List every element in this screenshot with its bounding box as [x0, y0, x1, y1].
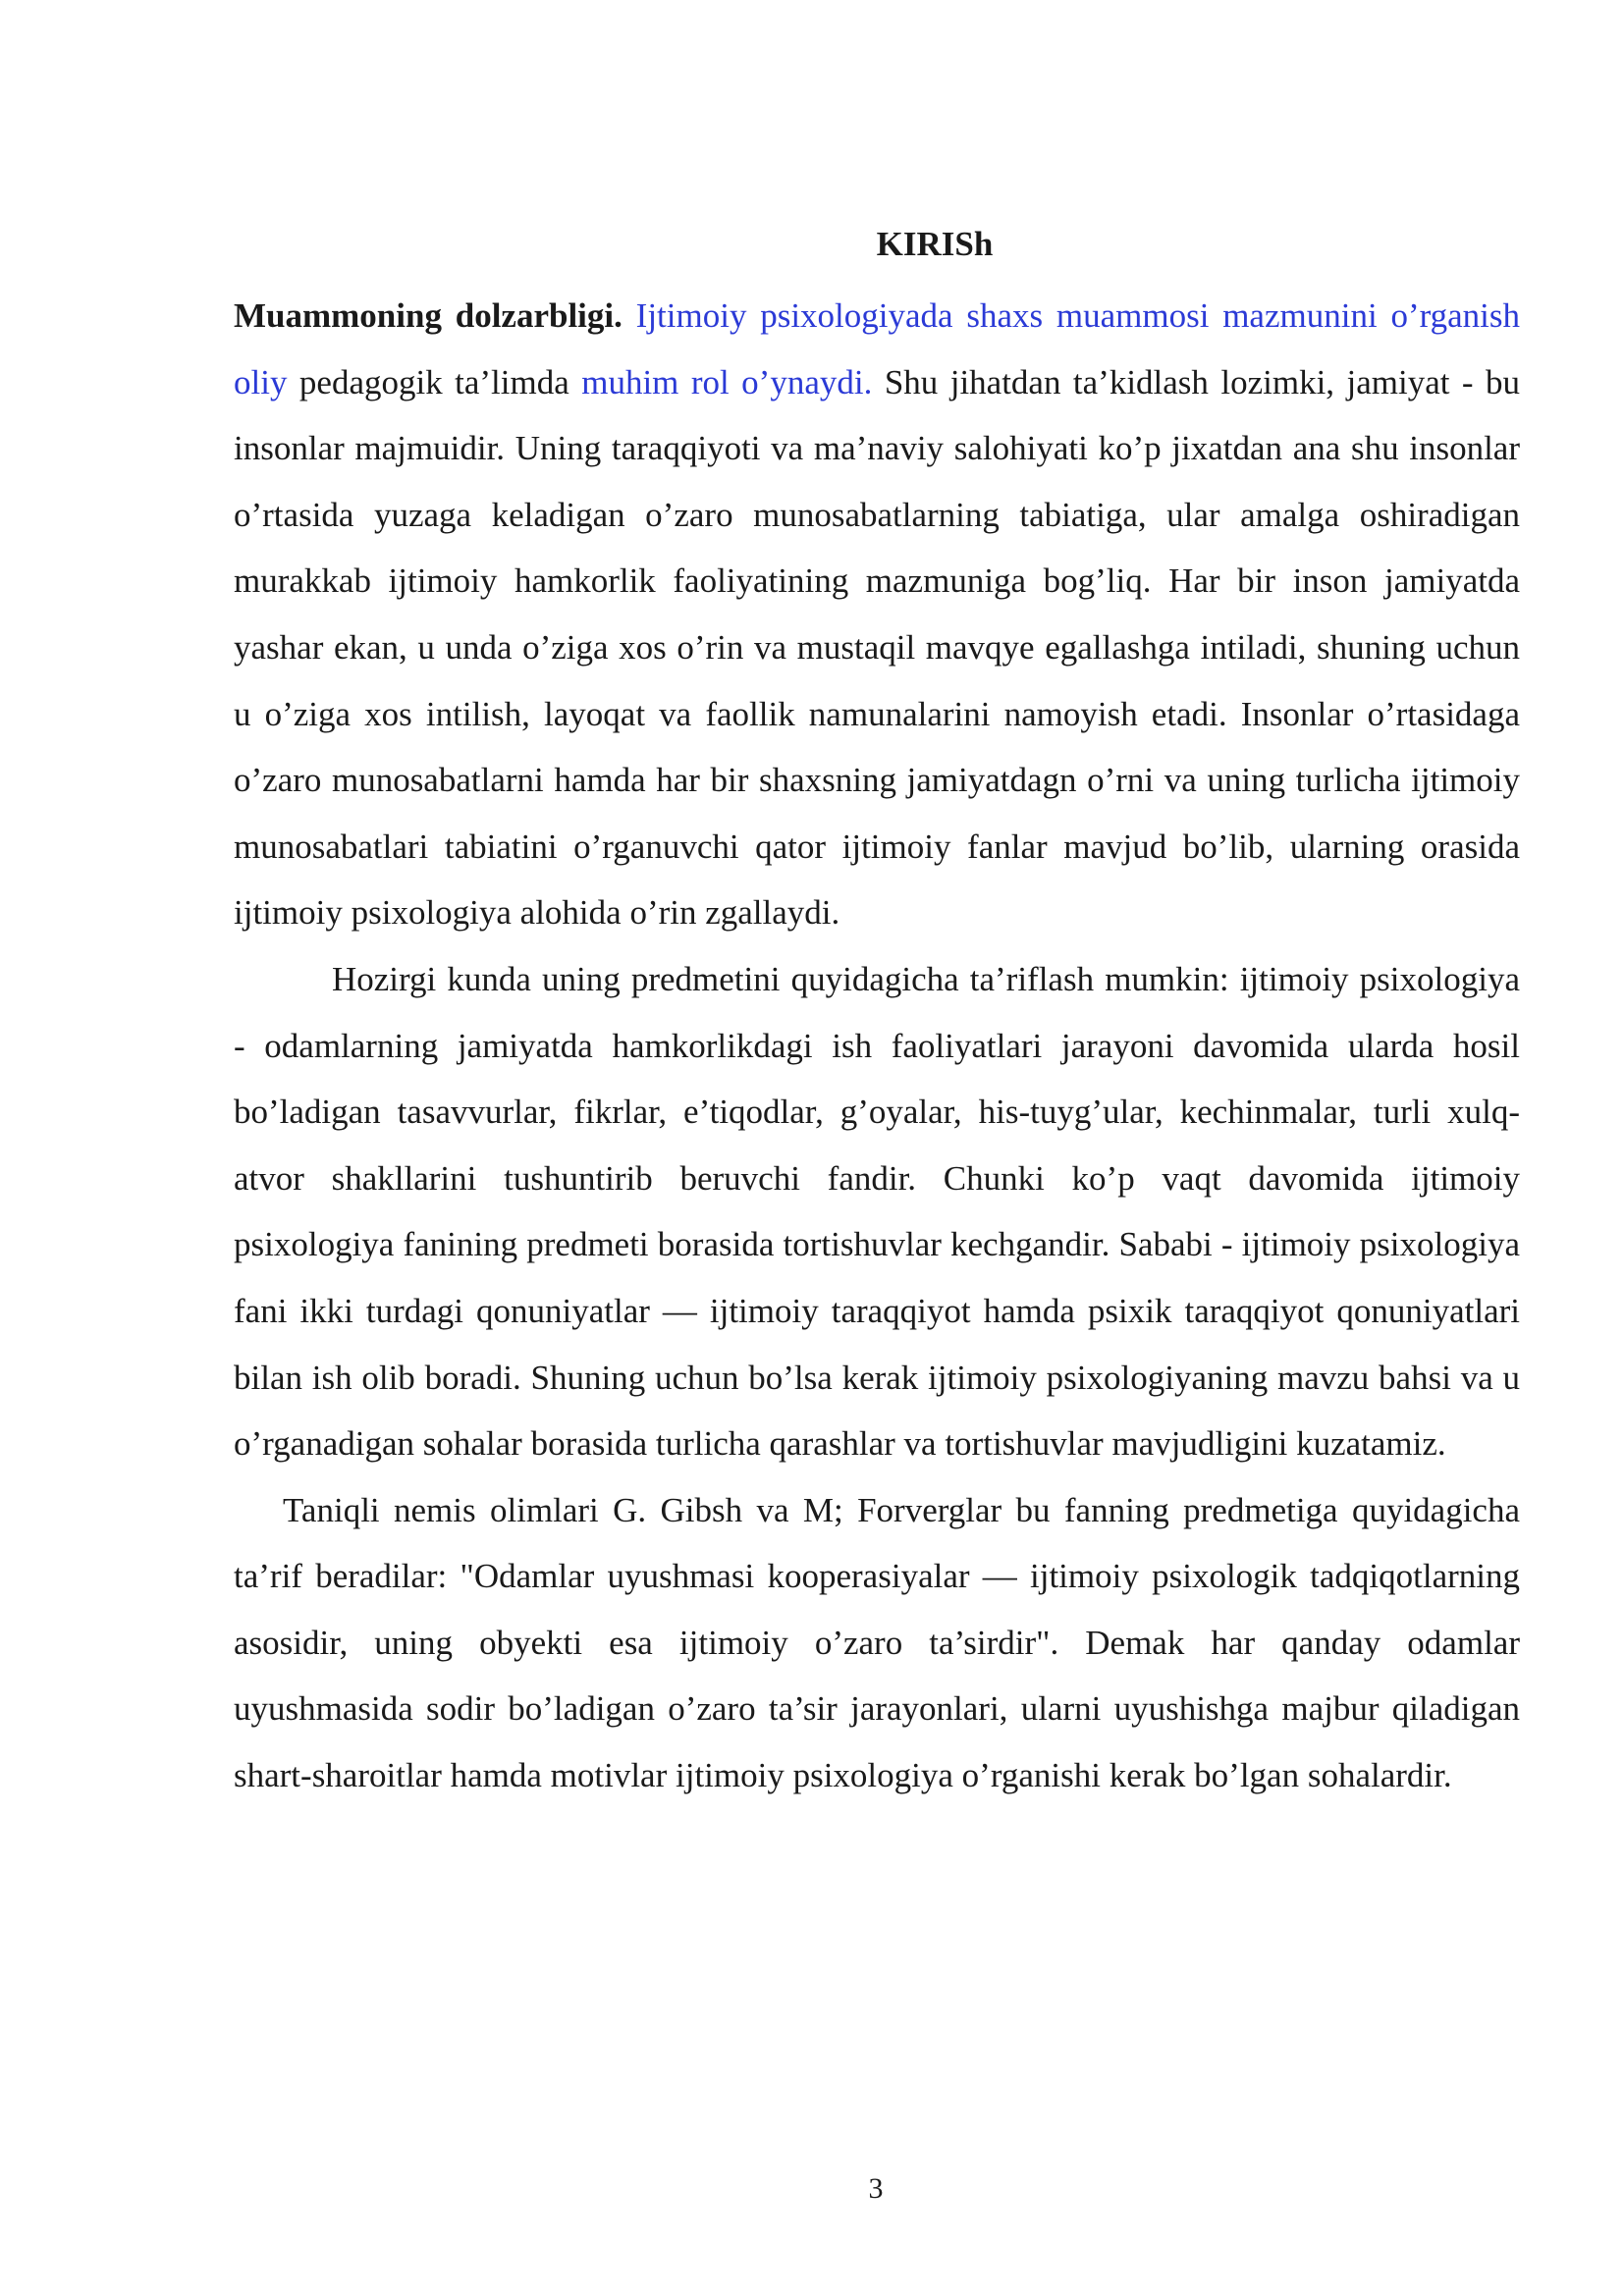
page-number: 3	[868, 2172, 884, 2205]
paragraph-text: Shu jihatdan ta’kidlash lozimki, jamiyat - bu insonlar majmuidir. Uning taraqqiyoti va ma’naviy salohiyati ko’p jixatdan ana shu insonlar o’rtasida yuzaga keladigan o’zaro munosabatlarning tabiatiga, ular amalga oshiradigan murakkab ijtimoiy hamkorlik faoliyatining mazmuniga bog’liq. Har bir inson jamiyatda yashar ekan, u unda o’ziga xos o’rin va mustaqil mavqye egallashga intiladi, shuning uchun u o’ziga xos intilish, layoqat va faollik namunalarini namoyish etadi. Insonlar o’rtasidaga o’zaro munosabatlarni hamda har bir shaxsning jamiyatdagn o’rni va uning turlicha ijtimoiy munosabatlari tabiatini o’rganuvchi qator ijtimoiy fanlar mavjud bo’lib, ularning orasida ijtimoiy psixologiya alohida o’rin zgallaydi.	[234, 362, 1521, 933]
paragraph-citation: Taniqli nemis olimlari G. Gibsh va M; Forverglar bu fanning predmetiga quyidagicha ta’rif beradilar: "Odamlar uyushmasi kooperasiyalar — ijtimoiy psixologik tadqiqotlarning asosidir, uning obyekti esa ijtimoiy o’zaro ta’sirdir". Demak har qanday odamlar uyushmasida sodir bo’ladigan o’zaro ta’sir jarayonlari, ularni uyushishga majbur qiladigan shart-sharoitlar hamda motivlar ijtimoiy psixologiya o’rganishi kerak bo’lgan sohalardir.	[234, 1490, 1520, 1795]
highlighted-text: muhim rol o’ynaydi.	[581, 362, 873, 401]
highlighted-text: Ijtimoiy psixologiyada shaxs muammosi mazmunini o’rganish oliy	[234, 296, 1521, 401]
body-text	[234, 283, 1520, 1809]
section-heading: KIRISh	[876, 225, 994, 263]
paragraph-relevance	[234, 283, 1520, 946]
paragraph-definition: Hozirgi kunda uning predmetini quyidagicha ta’riflash mumkin: ijtimoiy psixologiya - odamlarning jamiyatda hamkorlikdagi ish faoliyatlari jarayoni davomida ularda hosil bo’ladigan tasavvurlar, fikrlar, e’tiqodlar, g’oyalar, his-tuyg’ular, kechinmalar, turli xulq-atvor shakllarini tushuntirib beruvchi fandir. Chunki ko’p vaqt davomida ijtimoiy psixologiya fanining predmeti borasida tortishuvlar kechgandir. Sababi - ijtimoiy psixologiya fani ikki turdagi qonuniyatlar — ijtimoiy taraqqiyot hamda psixik taraqqiyot qonuniyatlari bilan ish olib boradi. Shuning uchun bo’lsa kerak ijtimoiy psixologiyaning mavzu bahsi va u o’rganadigan sohalar borasida turlicha qarashlar va tortishuvlar mavjudligini kuzatamiz.	[234, 959, 1520, 1464]
paragraph-text: pedagogik ta’limda	[298, 362, 569, 401]
paragraph-lead: Muammoning dolzarbligi.	[234, 296, 623, 335]
